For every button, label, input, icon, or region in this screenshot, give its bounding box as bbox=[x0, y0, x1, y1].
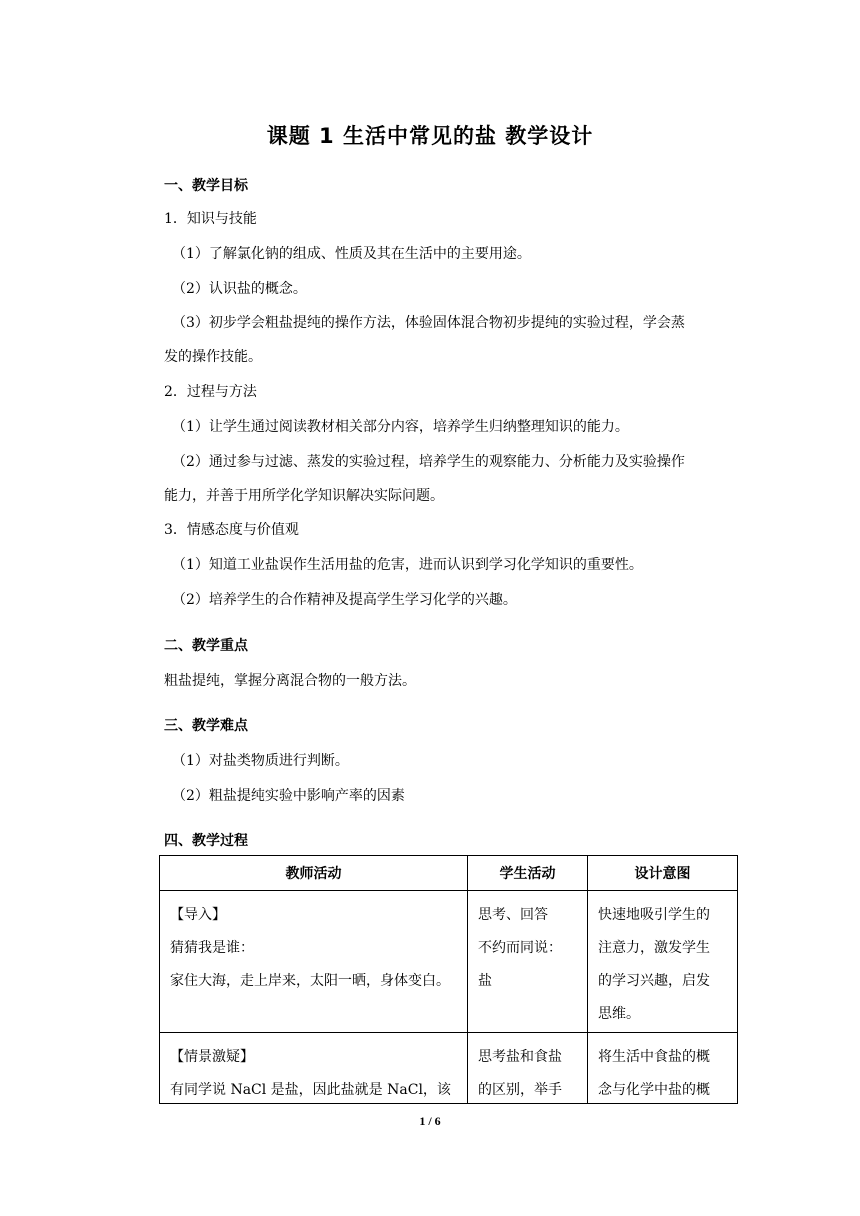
design-intent-cell bbox=[588, 891, 738, 1033]
cell-line: 念与化学中盐的概 bbox=[598, 1082, 710, 1098]
cell-line: 【情景激疑】 bbox=[170, 1049, 254, 1065]
teacher-activity-cell bbox=[160, 891, 468, 1033]
page-number: 1 / 6 bbox=[419, 1114, 441, 1128]
objective-item: （1）了解氯化钠的组成、性质及其在生活中的主要用途。 bbox=[172, 246, 531, 262]
column-header: 设计意图 bbox=[588, 856, 738, 891]
objective-item: （3）初步学会粗盐提纯的操作方法，体验固体混合物初步提纯的实验过程，学会蒸 bbox=[172, 315, 685, 331]
cell-line: 快速地吸引学生的 bbox=[598, 907, 710, 923]
cell-line: 将生活中食盐的概 bbox=[598, 1049, 710, 1065]
key-points-text: 粗盐提纯，掌握分离混合物的一般方法。 bbox=[164, 673, 416, 689]
design-intent-cell bbox=[588, 1033, 738, 1104]
subheading-knowledge-skills: 1．知识与技能 bbox=[164, 211, 257, 227]
cell-line: 盐 bbox=[478, 973, 492, 989]
difficulty-item: （1）对盐类物质进行判断。 bbox=[172, 753, 349, 769]
cell-line: 思考盐和食盐 bbox=[478, 1049, 562, 1065]
table-header-row bbox=[160, 856, 738, 891]
teaching-process-table bbox=[159, 855, 738, 1104]
section-heading-objectives: 一、教学目标 bbox=[164, 178, 248, 194]
cell-line: 思维。 bbox=[598, 1006, 640, 1022]
subheading-process-methods: 2．过程与方法 bbox=[164, 384, 257, 400]
cell-line: 注意力，激发学生 bbox=[598, 940, 710, 956]
student-activity-cell bbox=[468, 891, 588, 1033]
section-heading-key-points: 二、教学重点 bbox=[164, 638, 248, 654]
objective-item: （2）通过参与过滤、蒸发的实验过程，培养学生的观察能力、分析能力及实验操作 bbox=[172, 454, 685, 470]
cell-line: 的学习兴趣，启发 bbox=[598, 973, 710, 989]
objective-item: （2）认识盐的概念。 bbox=[172, 281, 307, 297]
table-row bbox=[160, 891, 738, 1033]
objective-item: （2）培养学生的合作精神及提高学生学习化学的兴趣。 bbox=[172, 592, 517, 608]
cell-line: 家住大海，走上岸来，太阳一晒，身体变白。 bbox=[170, 973, 450, 989]
table-row bbox=[160, 1033, 738, 1104]
cell-line: 猜猜我是谁： bbox=[170, 940, 254, 956]
objective-item-continuation: 发的操作技能。 bbox=[164, 349, 262, 365]
column-header: 教师活动 bbox=[160, 856, 468, 891]
objective-item-continuation: 能力，并善于用所学化学知识解决实际问题。 bbox=[164, 488, 444, 504]
column-header: 学生活动 bbox=[468, 856, 588, 891]
cell-line: 的区别，举手 bbox=[478, 1082, 562, 1098]
cell-line: 有同学说 NaCl 是盐，因此盐就是 NaCl，该 bbox=[170, 1082, 451, 1098]
subheading-attitude-values: 3．情感态度与价值观 bbox=[164, 522, 299, 538]
cell-line: 不约而同说： bbox=[478, 940, 562, 956]
teacher-activity-cell bbox=[160, 1033, 468, 1104]
cell-line: 思考、回答 bbox=[478, 907, 548, 923]
section-heading-process: 四、教学过程 bbox=[164, 833, 248, 849]
objective-item: （1）知道工业盐误作生活用盐的危害，进而认识到学习化学知识的重要性。 bbox=[172, 557, 643, 573]
page-title: 课题 1 生活中常见的盐 教学设计 bbox=[266, 124, 594, 148]
section-heading-difficulties: 三、教学难点 bbox=[164, 718, 248, 734]
objective-item: （1）让学生通过阅读教材相关部分内容，培养学生归纳整理知识的能力。 bbox=[172, 419, 629, 435]
student-activity-cell bbox=[468, 1033, 588, 1104]
difficulty-item: （2）粗盐提纯实验中影响产率的因素 bbox=[172, 788, 405, 804]
cell-line: 【导入】 bbox=[170, 907, 226, 923]
